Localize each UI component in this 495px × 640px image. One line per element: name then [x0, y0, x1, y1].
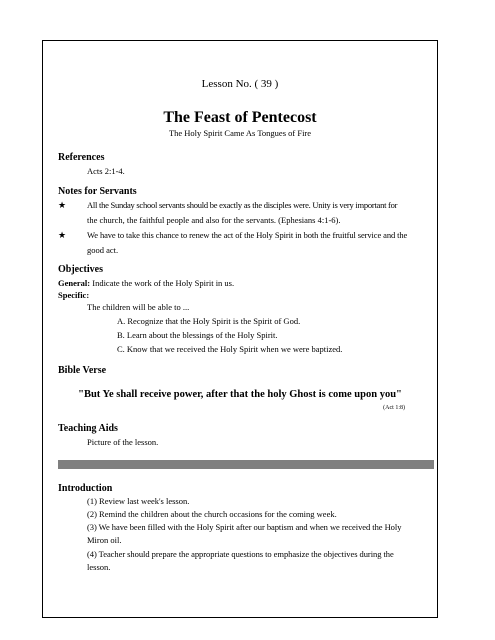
lesson-title: The Feast of Pentecost [163, 109, 317, 126]
specific-label: Specific: [58, 290, 90, 300]
references-text: Acts 2:1-4. [87, 166, 125, 176]
introduction-line: (4) Teacher should prepare the appropriate questions to emphasize the objectives during the [87, 549, 394, 559]
objectives-general [58, 278, 234, 288]
teaching-aids-text: Picture of the lesson. [87, 437, 159, 447]
objective-item: C. Know that we received the Holy Spirit when we were baptized. [117, 344, 343, 354]
general-label: General: [58, 278, 91, 288]
page-frame [42, 40, 438, 618]
note-2-line-2: good act. [87, 245, 119, 255]
references-heading: References [58, 152, 105, 163]
introduction-line: (3) We have been filled with the Holy Spirit after our baptism and when we received the Holy [87, 522, 402, 532]
section-divider [58, 460, 434, 469]
star-icon: ★ [58, 200, 67, 210]
bible-verse-heading: Bible Verse [58, 365, 107, 376]
lesson-number: Lesson No. ( 39 ) [201, 78, 279, 90]
note-1-line-2: the church, the faithful people and also for the servants. (Ephesians 4:1-6). [87, 215, 341, 225]
objectives-intro: The children will be able to ... [87, 302, 190, 312]
introduction-heading: Introduction [58, 483, 113, 494]
notes-heading: Notes for Servants [58, 186, 137, 197]
bible-verse-text: "But Ye shall receive power, after that the holy Ghost is come upon you" [78, 389, 402, 400]
introduction-line: (2) Remind the children about the church occasions for the coming week. [87, 509, 337, 519]
bible-verse-ref: (Act 1:8) [383, 405, 405, 411]
star-icon: ★ [58, 230, 67, 240]
note-2-line-1: We have to take this chance to renew the act of the Holy Spirit in both the fruitful service and the [87, 230, 408, 240]
introduction-line: Miron oil. [87, 535, 122, 545]
teaching-aids-heading: Teaching Aids [58, 423, 118, 434]
objective-item: A. Recognize that the Holy Spirit is the Spirit of God. [117, 316, 301, 326]
introduction-line: lesson. [87, 562, 111, 572]
general-text: Indicate the work of the Holy Spirit in us. [90, 278, 235, 288]
note-1-line-1: All the Sunday school servants should be exactly as the disciples were. Unity is very important for [87, 200, 398, 210]
lesson-subtitle: The Holy Spirit Came As Tongues of Fire [168, 128, 312, 138]
introduction-line: (1) Review last week's lesson. [87, 496, 190, 506]
objectives-heading: Objectives [58, 264, 103, 275]
objective-item: B. Learn about the blessings of the Holy Spirit. [117, 330, 278, 340]
